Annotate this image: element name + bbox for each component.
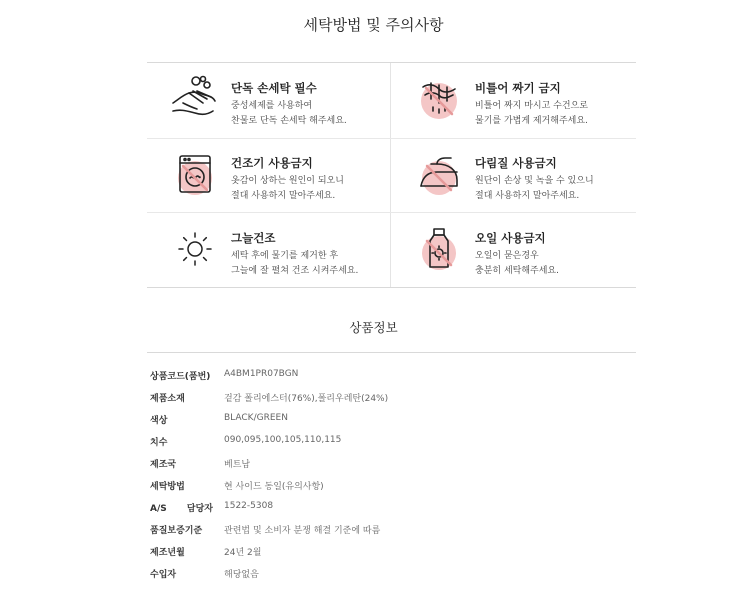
spec-label: A/S 담당자 xyxy=(150,504,213,514)
spec-value: A4BM1PR07BGN xyxy=(224,369,299,379)
spec-value: 겉감 폴리에스터(76%),폴리우레탄(24%) xyxy=(224,394,389,404)
spec-value: 해당없음 xyxy=(224,570,259,580)
spec-value: 24년 2월 xyxy=(224,548,262,558)
hand-wash-icon xyxy=(169,73,221,125)
care-item-shade-dry xyxy=(147,213,390,287)
care-item-no-dryer xyxy=(147,138,390,212)
care-item-desc: 중성세제를 사용하여 찬물로 단독 손세탁 해주세요. xyxy=(231,101,347,126)
care-item-no-oil xyxy=(391,213,634,287)
care-item-title: 건조기 사용금지 xyxy=(231,156,313,170)
spec-label: 제품소재 xyxy=(150,394,185,404)
spec-value: 베트남 xyxy=(224,460,251,470)
spec-label: 제조국 xyxy=(150,460,177,470)
spec-row-wash-method xyxy=(150,479,630,501)
care-item-title: 오일 사용금지 xyxy=(475,231,546,245)
care-item-desc: 원단이 손상 및 녹을 수 있으니 절대 사용하지 말아주세요. xyxy=(475,176,594,201)
shade-dry-icon xyxy=(169,223,221,275)
care-item-no-wring xyxy=(391,63,634,137)
no-iron-icon xyxy=(413,148,465,200)
care-item-title: 그늘건조 xyxy=(231,231,276,245)
spec-value: BLACK/GREEN xyxy=(224,413,288,423)
care-item-desc: 오일이 묻은경우 충분히 세탁해주세요. xyxy=(475,251,559,276)
spec-row-color xyxy=(150,413,630,435)
no-dryer-icon xyxy=(169,148,221,200)
spec-label: 치수 xyxy=(150,438,168,448)
spec-label: 상품코드(품번) xyxy=(150,372,211,382)
spec-label: 수입자 xyxy=(150,570,177,580)
spec-value: 현 사이드 동일(유의사항) xyxy=(224,482,324,492)
spec-value: 1522-5308 xyxy=(224,501,274,511)
no-oil-icon xyxy=(413,223,465,275)
spec-label: 색상 xyxy=(150,416,168,426)
product-info-title: 상품정보 xyxy=(349,320,398,335)
care-item-title: 다림질 사용금지 xyxy=(475,156,557,170)
care-item-title: 비틀어 짜기 금지 xyxy=(475,81,561,95)
spec-row-size xyxy=(150,435,630,457)
no-wring-icon xyxy=(413,73,465,125)
spec-row-warranty xyxy=(150,523,630,545)
spec-row-as-contact xyxy=(150,501,630,523)
spec-label: 품질보증기준 xyxy=(150,526,203,536)
care-item-desc: 비틀어 짜지 마시고 수건으로 물기를 가볍게 제거해주세요. xyxy=(475,101,588,126)
spec-label: 세탁방법 xyxy=(150,482,185,492)
care-instructions-grid xyxy=(147,62,636,288)
spec-row-manufacture-date xyxy=(150,545,630,567)
spec-row-material xyxy=(150,391,630,413)
care-item-title: 단독 손세탁 필수 xyxy=(231,81,317,95)
spec-label: 제조년월 xyxy=(150,548,185,558)
spec-row-country xyxy=(150,457,630,479)
care-item-desc: 옷감이 상하는 원인이 되오니 절대 사용하지 말아주세요. xyxy=(231,176,344,201)
care-item-no-iron xyxy=(391,138,634,212)
care-section-title: 세탁방법 및 주의사항 xyxy=(303,16,444,34)
spec-value: 관련법 및 소비자 분쟁 해결 기준에 따름 xyxy=(224,526,381,536)
spec-row-importer xyxy=(150,567,630,589)
product-spec-table xyxy=(150,369,630,589)
spec-value: 090,095,100,105,110,115 xyxy=(224,435,342,445)
product-info-divider xyxy=(147,352,636,353)
care-item-desc: 세탁 후에 물기를 제거한 후 그늘에 잘 펼쳐 건조 시켜주세요. xyxy=(231,251,359,276)
care-item-hand-wash xyxy=(147,63,390,137)
spec-row-product-code xyxy=(150,369,630,391)
